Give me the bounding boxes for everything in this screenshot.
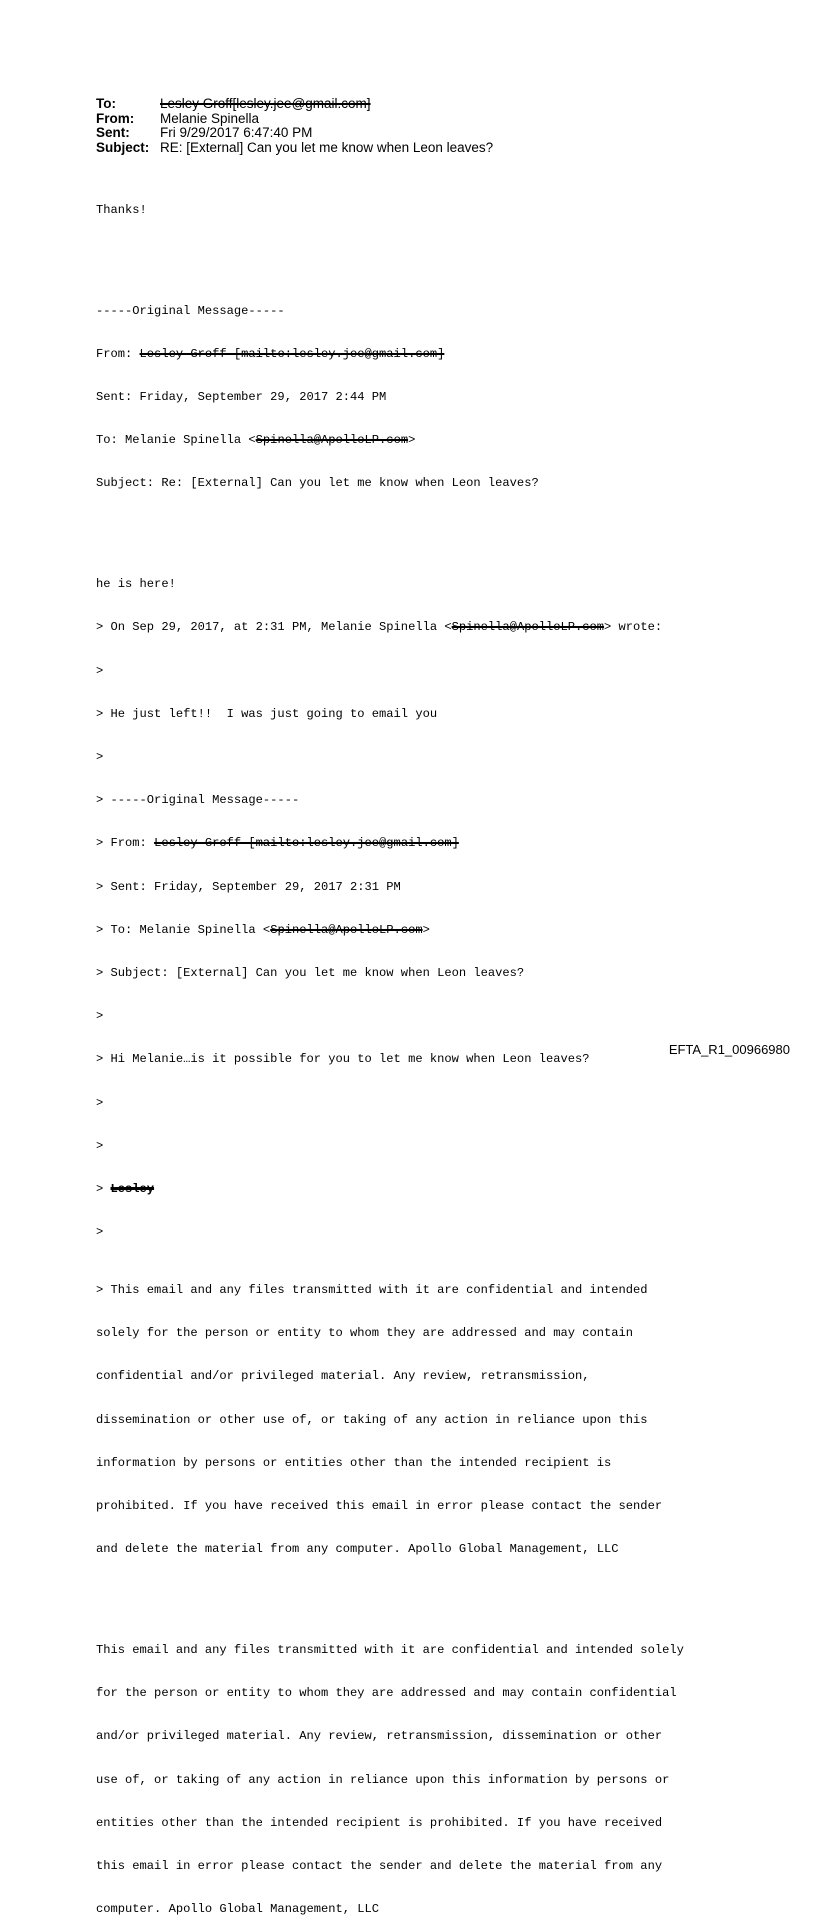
from-row [96, 112, 493, 127]
redacted-signature: Lesley [110, 1182, 155, 1197]
to-label: To: [96, 96, 116, 111]
disclaimer-quoted-line: confidential and/or privileged material. Any review, retransmission, [96, 1369, 590, 1384]
quote-marker: > [96, 1009, 104, 1024]
disclaimer-quoted-line: solely for the person or entity to whom they are addressed and may contain [96, 1326, 634, 1341]
redacted-email: Lesley Groff [mailto:lesley.jee@gmail.com] [139, 346, 445, 361]
orig2-divider: > -----Original Message----- [96, 793, 300, 808]
thanks-line: Thanks! [96, 202, 147, 217]
from-label: From: [96, 110, 135, 126]
disclaimer-quoted-line: > This email and any files transmitted with it are confidential and intended [96, 1282, 648, 1297]
orig1-from-line: From: Lesley Groff [mailto:lesley.jee@gmail.com] [96, 346, 445, 361]
subject-row [96, 141, 493, 156]
original-message-divider: -----Original Message----- [96, 303, 285, 318]
subject-label: Subject: [96, 139, 150, 155]
disclaimer-quoted-line: information by persons or entities other than the intended recipient is [96, 1455, 612, 1470]
disclaimer-line: This email and any files transmitted with it are confidential and intended solely [96, 1642, 684, 1657]
sent-label: Sent: [96, 125, 130, 140]
orig1-sent-line: Sent: Friday, September 29, 2017 2:44 PM [96, 390, 387, 405]
disclaimer-line: and/or privileged material. Any review, retransmission, dissemination or other [96, 1729, 663, 1744]
redacted-email: Spinella@ApolloLP.com [270, 922, 423, 937]
quote-marker: > [96, 1095, 104, 1110]
orig1-to-line: To: Melanie Spinella <Spinella@ApolloLP.com> [96, 433, 416, 448]
disclaimer-line: use of, or taking of any action in reliance upon this information by persons or [96, 1772, 670, 1787]
quote-left-line: > He just left!! I was just going to email you [96, 706, 438, 721]
signature-line: > Lesley [96, 1182, 155, 1197]
quote-marker: > [96, 1138, 104, 1153]
quote-question-line: > Hi Melanie…is it possible for you to let me know when Leon leaves? [96, 1052, 590, 1067]
subject-value: RE: [External] Can you let me know when Leon leaves? [160, 139, 494, 155]
quote-marker: > [96, 1225, 104, 1240]
disclaimer-quoted-line: dissemination or other use of, or taking of any action in reliance upon this [96, 1412, 648, 1427]
to-value-redacted: Lesley Groff[lesley.jee@gmail.com] [160, 96, 371, 111]
orig2-to-line: > To: Melanie Spinella <Spinella@ApolloLP.com> [96, 922, 430, 937]
quote-on-line: > On Sep 29, 2017, at 2:31 PM, Melanie Spinella <Spinella@ApolloLP.com> wrote: [96, 620, 663, 635]
disclaimer-quoted-line: prohibited. If you have received this email in error please contact the sender [96, 1498, 663, 1513]
disclaimer-line: for the person or entity to whom they are addressed and may contain confidential [96, 1686, 677, 1701]
disclaimer-quoted-line: and delete the material from any computer. Apollo Global Management, LLC [96, 1542, 619, 1557]
orig2-subject-line: > Subject: [External] Can you let me know when Leon leaves? [96, 966, 525, 981]
disclaimer-line: entities other than the intended recipient is prohibited. If you have received [96, 1815, 663, 1830]
sent-row [96, 126, 493, 141]
redacted-email: Lesley Groff [mailto:lesley.jee@gmail.com] [154, 836, 459, 851]
reply-line: he is here! [96, 577, 176, 592]
disclaimer-line: this email in error please contact the sender and delete the material from any [96, 1858, 663, 1873]
quote-marker: > [96, 663, 104, 678]
to-row [96, 97, 493, 112]
disclaimer-line: computer. Apollo Global Management, LLC [96, 1902, 380, 1917]
redacted-email: Spinella@ApolloLP.com [451, 620, 605, 635]
orig1-subject-line: Subject: Re: [External] Can you let me know when Leon leaves? [96, 476, 539, 491]
orig2-sent-line: > Sent: Friday, September 29, 2017 2:31 PM [96, 879, 401, 894]
document-id: EFTA_R1_00966980 [668, 1042, 790, 1057]
quote-marker: > [96, 750, 104, 765]
redacted-email: Spinella@ApolloLP.com [255, 433, 409, 448]
from-value: Melanie Spinella [160, 110, 260, 126]
orig2-from-line: > From: Lesley Groff [mailto:lesley.jee@gmail.com] [96, 836, 459, 851]
email-header [96, 97, 493, 155]
sent-value: Fri 9/29/2017 6:47:40 PM [160, 125, 313, 140]
